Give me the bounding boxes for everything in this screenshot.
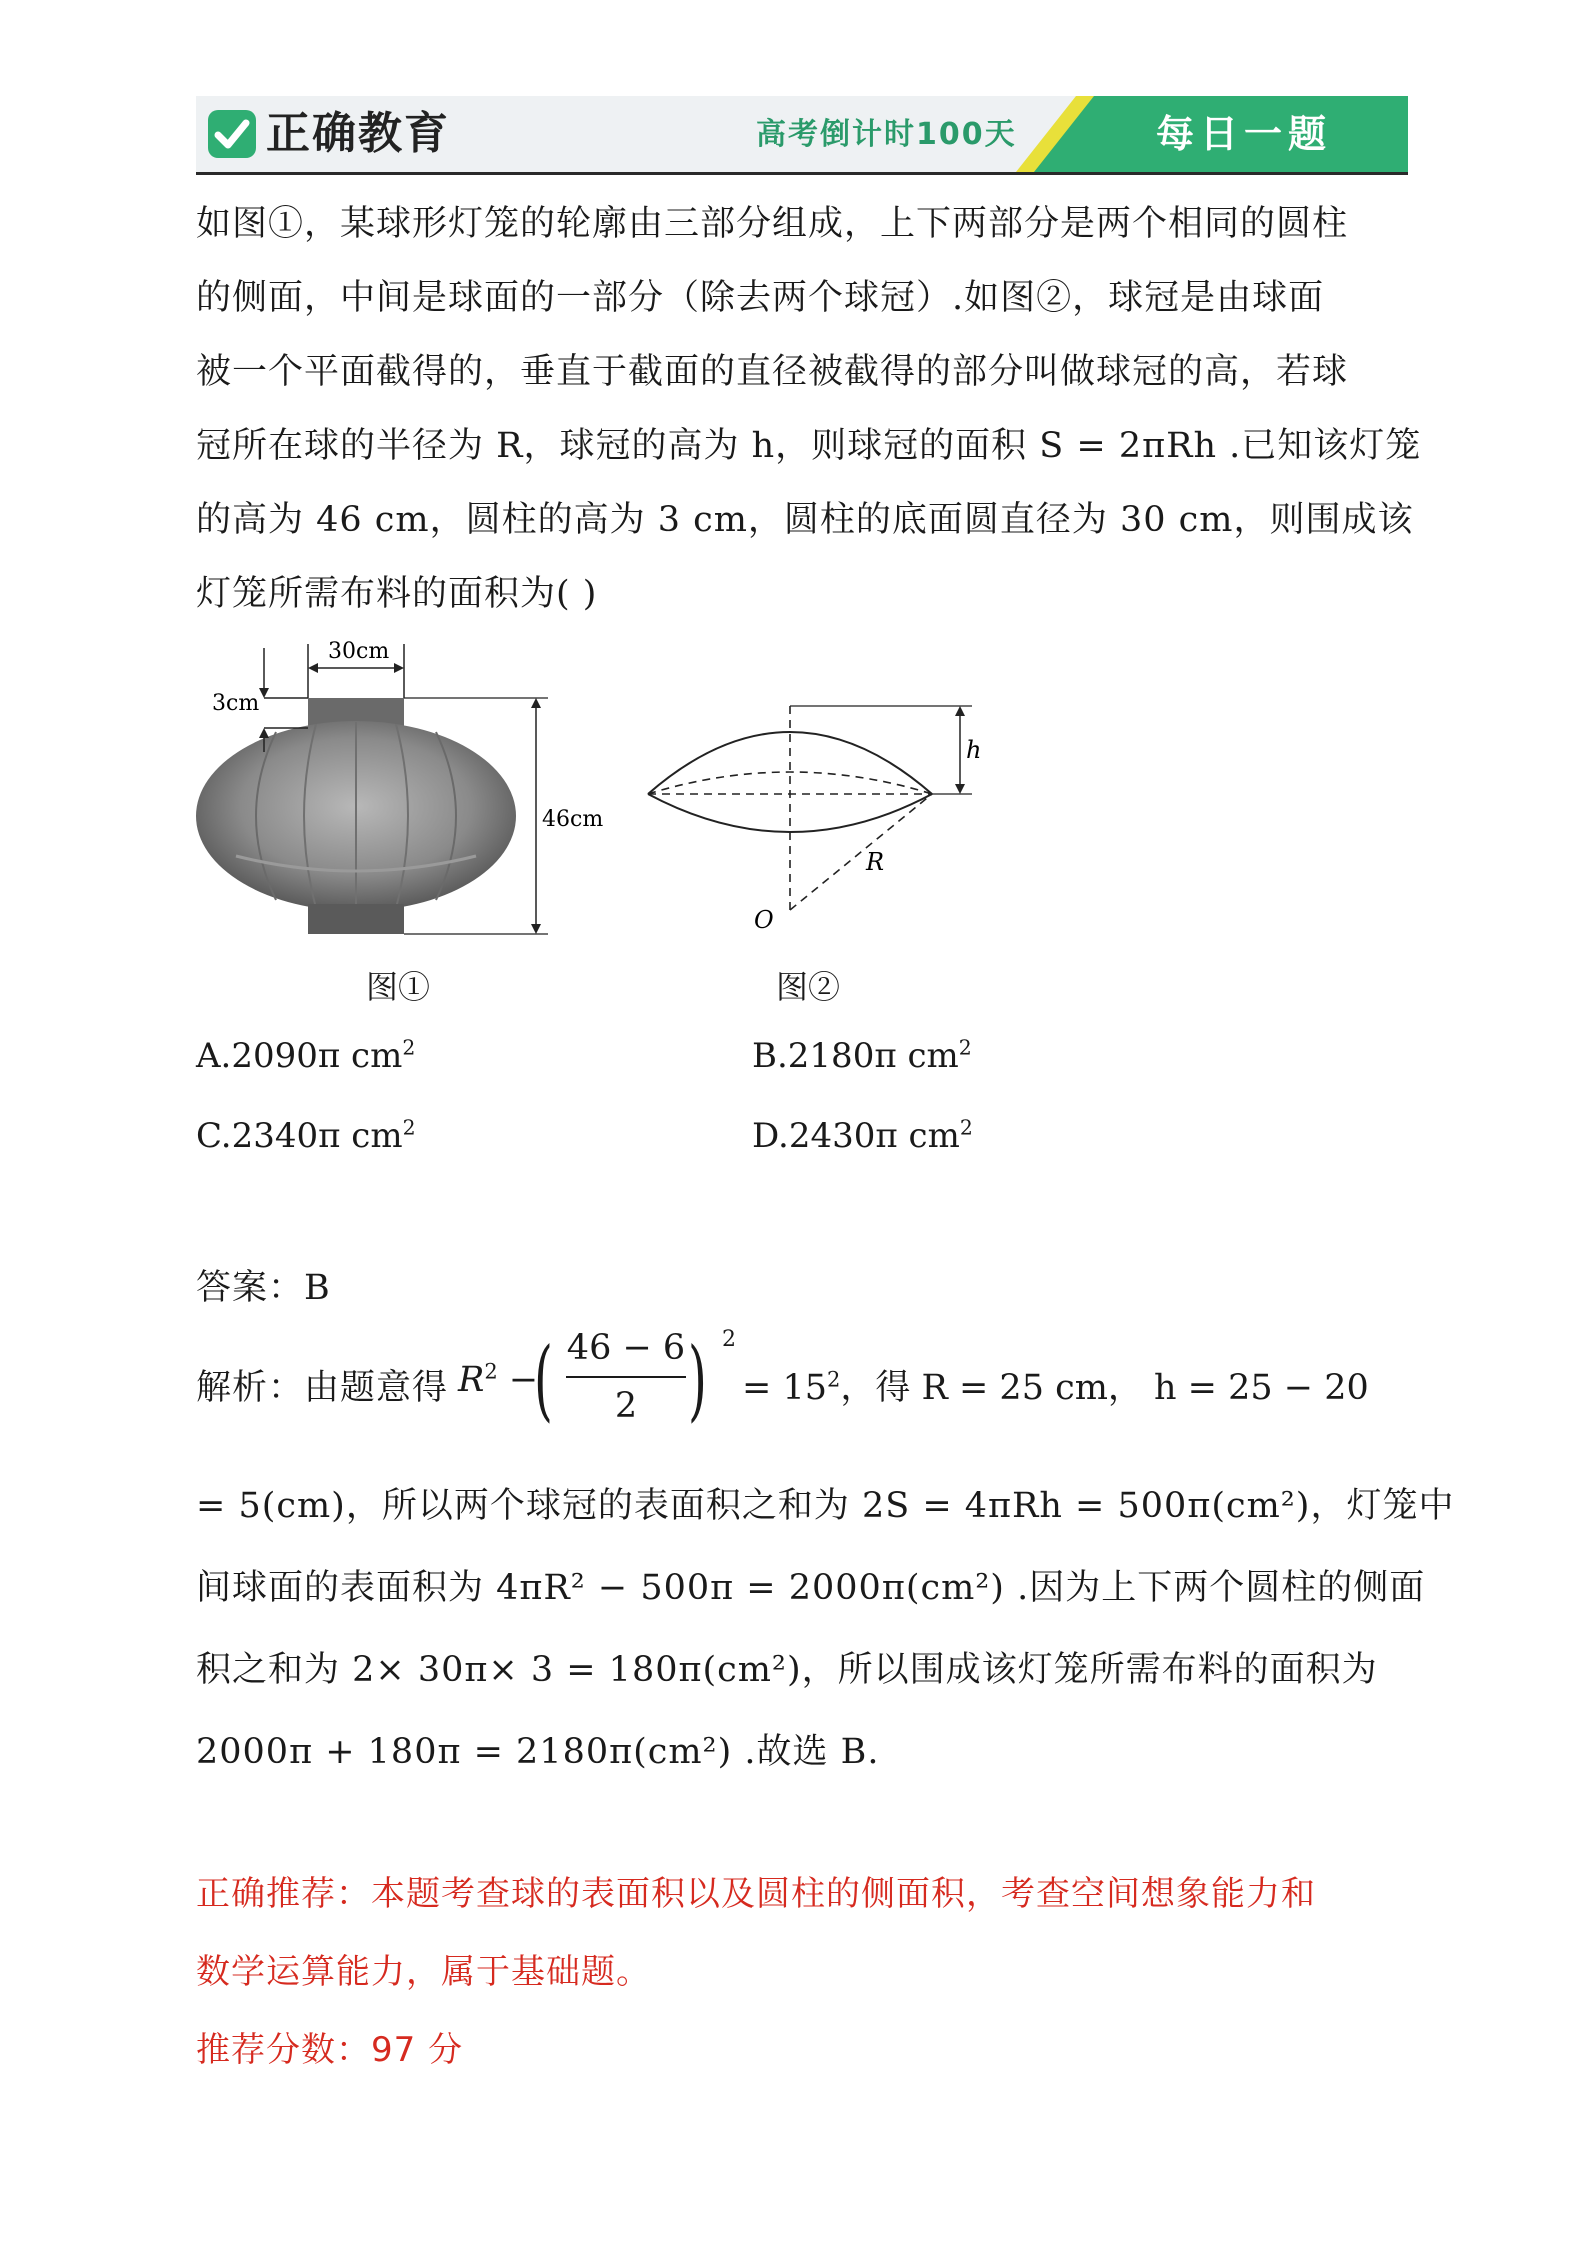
- label-O: O: [754, 906, 774, 934]
- analysis-line-4: 积之和为 2× 30π× 3 = 180π(cm²)，所以围成该灯笼所需布料的面积为: [196, 1650, 1378, 1690]
- option-c: C.2340π $cm^2$: [196, 1115, 416, 1156]
- checkmark-logo-icon: [206, 108, 258, 160]
- answer-value: B: [304, 1268, 331, 1308]
- lantern-bottom-cylinder: [308, 904, 404, 934]
- recommend-line-2: 数学运算能力，属于基础题。: [196, 1952, 651, 1992]
- question-line-3: 被一个平面截得的，垂直于截面的直径被截得的部分叫做球冠的高，若球: [196, 352, 1349, 392]
- logo-text: 正确教育: [266, 108, 450, 159]
- option-a: A.2090π $cm^2$: [196, 1035, 416, 1076]
- recommend-score: 推荐分数：97 分: [196, 2030, 464, 2070]
- countdown-text: 高考倒计时100天: [756, 117, 1017, 152]
- figure1-caption: 图①: [366, 968, 431, 1006]
- question-line-2: 的侧面，中间是球面的一部分（除去两个球冠）.如图②，球冠是由球面: [196, 278, 1325, 318]
- recommend-line-1: 正确推荐：本题考查球的表面积以及圆柱的侧面积，考查空间想象能力和: [196, 1874, 1316, 1914]
- analysis-line-5: 2000π + 180π = 2180π(cm²) .故选 B.: [196, 1732, 880, 1772]
- figure-lantern: [196, 636, 636, 966]
- analysis-lead: 解析：由题意得: [196, 1368, 449, 1408]
- daily-question-tag: 每日一题: [1156, 112, 1333, 156]
- header-divider: [196, 172, 1408, 175]
- answer-line: [196, 1260, 331, 1310]
- label-46cm: 46cm: [542, 807, 604, 832]
- analysis-line-2: = 5(cm)，所以两个球冠的表面积之和为 2S = 4πRh = 500π(cm²)，灯笼中: [196, 1486, 1455, 1526]
- figure2-caption: 图②: [776, 968, 841, 1006]
- label-30cm: 30cm: [328, 639, 390, 664]
- answer-label: 答案：: [196, 1268, 305, 1308]
- header-banner: [196, 96, 1408, 172]
- question-line-4: 冠所在球的半径为 R，球冠的高为 h，则球冠的面积 S = 2πRh .已知该灯笼: [196, 426, 1422, 466]
- question-line-1: 如图①，某球形灯笼的轮廓由三部分组成，上下两部分是两个相同的圆柱: [196, 204, 1349, 244]
- option-b: B.2180π $cm^2$: [752, 1035, 972, 1076]
- question-line-5: 的高为 46 cm，圆柱的高为 3 cm，圆柱的底面圆直径为 30 cm，则围成该: [196, 500, 1414, 540]
- label-h: h: [966, 736, 982, 764]
- question-line-6: 灯笼所需布料的面积为( ): [196, 574, 598, 614]
- option-d: D.2430π $cm^2$: [752, 1115, 973, 1156]
- label-R: R: [866, 848, 885, 876]
- analysis-line-3: 间球面的表面积为 4πR² − 500π = 2000π(cm²) .因为上下两个圆柱的侧面: [196, 1568, 1426, 1608]
- figure-spherical-cap: [640, 690, 1000, 950]
- label-3cm: 3cm: [212, 691, 260, 716]
